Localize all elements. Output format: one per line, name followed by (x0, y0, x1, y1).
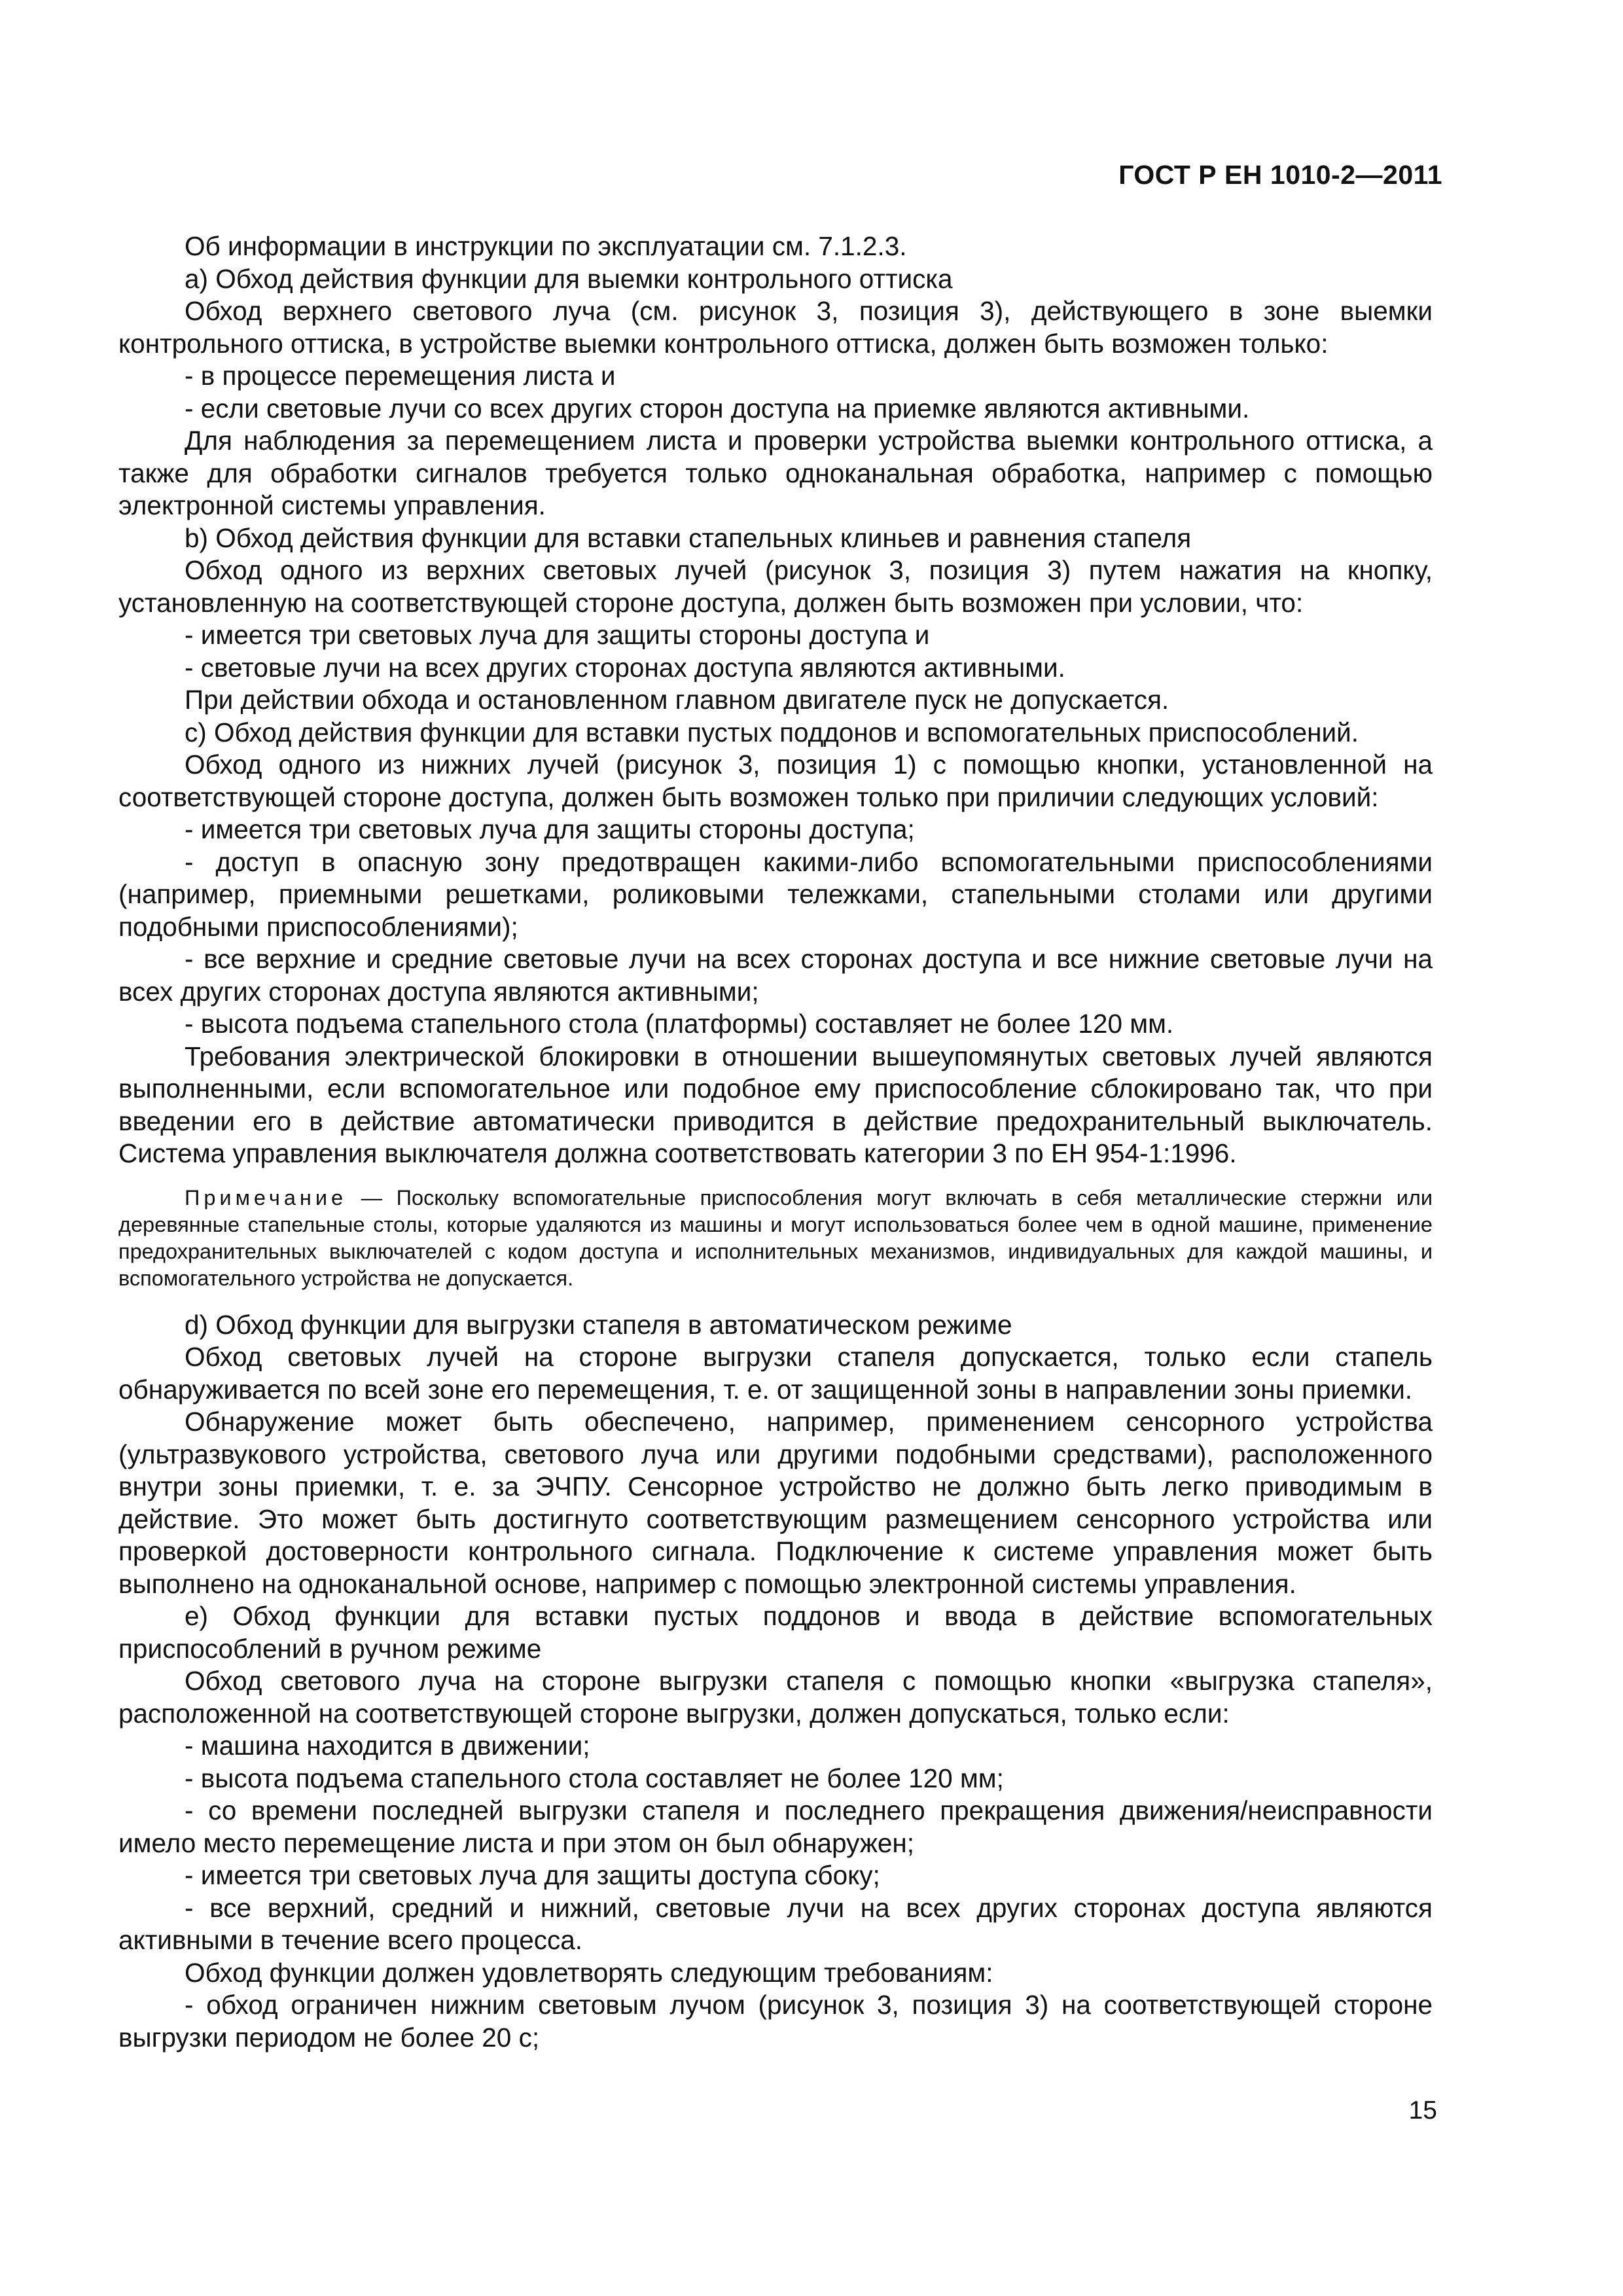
list-item: - высота подъема стапельного стола составляет не более 120 мм; (185, 1763, 1004, 1793)
list-item: - машина находится в движении; (185, 1731, 590, 1761)
note-text: — Поскольку вспомогательные приспособления могут включать в себя металлические стержни или деревянные стапельные столы, которые удаляются из машины и могут использоваться более чем в одной машине, применение предохранительных выключателей с кодом доступа и исполнительных механизмов, индивидуальных для каждой машины, и вспомогательного устройства не допускается. (118, 1185, 1433, 1290)
list-item: - все верхние и средние световые лучи на всех сторонах доступа и все нижние световые лучи на всех других сторонах доступа являются активными; (118, 944, 1433, 1007)
paragraph: Обнаружение может быть обеспечено, например, применением сенсорного устройства (ультразвукового устройства, светового луча или другими подобными средствами), расположенного внутри зоны приемки, т. е. за ЭЧПУ. Сенсорное устройство не должно быть легко приводимым в действие. Это может быть достигнуто соответствующим размещением сенсорного устройства или проверкой достоверности контрольного сигнала. Подключение к системе управления может быть выполнено на одноканальной основе, например с помощью электронной системы управления. (118, 1407, 1433, 1599)
document-id: ГОСТ Р ЕН 1010-2—2011 (1118, 160, 1442, 190)
list-item: - высота подъема стапельного стола (платформы) составляет не более 120 мм. (185, 1009, 1174, 1039)
paragraph: b) Обход действия функции для вставки стапельных клиньев и равнения стапеля (185, 522, 1192, 553)
list-item: - обход ограничен нижним световым лучом (рисунок 3, позиция 3) на соответствующей стороне выгрузки периодом не более 20 с; (118, 1990, 1433, 2053)
list-item: - со времени последней выгрузки стапеля и последнего прекращения движения/неисправности имело место перемещение листа и при этом он был обнаружен; (118, 1795, 1433, 1858)
list-item: - доступ в опасную зону предотвращен какими-либо вспомогательными приспособлениями (например, приемными решетками, роликовыми тележками, стапельными столами или другими подобными приспособлениями); (118, 846, 1433, 942)
paragraph: Требования электрической блокировки в отношении вышеупомянутых световых лучей являются выполненными, если вспомогательное или подобное ему приспособление сблокировано так, что при введении его в действие автоматически приводится в действие предохранительный выключатель. Система управления выключателя должна соответствовать категории 3 по ЕН 954-1:1996. (118, 1041, 1433, 1168)
page-number: 15 (1408, 2096, 1437, 2125)
list-item: - имеется три световых луча для защиты доступа сбоку; (185, 1860, 880, 1890)
paragraph: c) Обход действия функции для вставки пустых поддонов и вспомогательных приспособлений. (185, 717, 1359, 747)
list-item: - все верхний, средний и нижний, световые лучи на всех других сторонах доступа являются активными в течение всего процесса. (118, 1892, 1433, 1955)
paragraph: При действии обхода и остановленном главном двигателе пуск не допускается. (185, 685, 1169, 715)
paragraph: Обход световых лучей на стороне выгрузки стапеля допускается, только если стапель обнаруживается по всей зоне его перемещения, т. е. от защищенной зоны в направлении зоны приемки. (118, 1342, 1433, 1405)
paragraph: d) Обход функции для выгрузки стапеля в автоматическом режиме (185, 1309, 1012, 1340)
paragraph: Обход одного из нижних лучей (рисунок 3, позиция 1) с помощью кнопки, установленной на соответствующей стороне доступа, должен быть возможен только при приличии следующих условий: (118, 749, 1433, 812)
body-text (118, 230, 1433, 2054)
paragraph: Обход верхнего светового луча (см. рисунок 3, позиция 3), действующего в зоне выемки контрольного оттиска, в устройстве выемки контрольного оттиска, должен быть возможен только: (118, 296, 1433, 359)
paragraph: Обход одного из верхних световых лучей (рисунок 3, позиция 3) путем нажатия на кнопку, установленную на соответствующей стороне доступа, должен быть возможен при условии, что: (118, 555, 1433, 618)
paragraph: Для наблюдения за перемещением листа и проверки устройства выемки контрольного оттиска, а также для обработки сигналов требуется только одноканальная обработка, например с помощью электронной системы управления. (118, 425, 1433, 520)
paragraph: Обход светового луча на стороне выгрузки стапеля с помощью кнопки «выгрузка стапеля», расположенной на соответствующей стороне выгрузки, должен допускаться, только если: (118, 1666, 1433, 1729)
list-item: - имеется три световых луча для защиты стороны доступа и (185, 620, 930, 650)
paragraph: Обход функции должен удовлетворять следующим требованиям: (185, 1957, 993, 1988)
paragraph: e) Обход функции для вставки пустых поддонов и ввода в действие вспомогательных приспособлений в ручном режиме (118, 1601, 1433, 1664)
list-item: - имеется три световых луча для защиты стороны доступа; (185, 814, 915, 844)
paragraph: a) Обход действия функции для выемки контрольного оттиска (185, 263, 953, 294)
paragraph: Об информации в инструкции по эксплуатации см. 7.1.2.3. (185, 231, 907, 261)
list-item: - в процессе перемещения листа и (185, 361, 616, 391)
list-item: - световые лучи на всех других сторонах доступа являются активными. (185, 652, 1065, 683)
list-item: - если световые лучи со всех других сторон доступа на приемке являются активными. (185, 393, 1250, 423)
note-label: Примечание (185, 1185, 348, 1210)
note (118, 1185, 1433, 1292)
